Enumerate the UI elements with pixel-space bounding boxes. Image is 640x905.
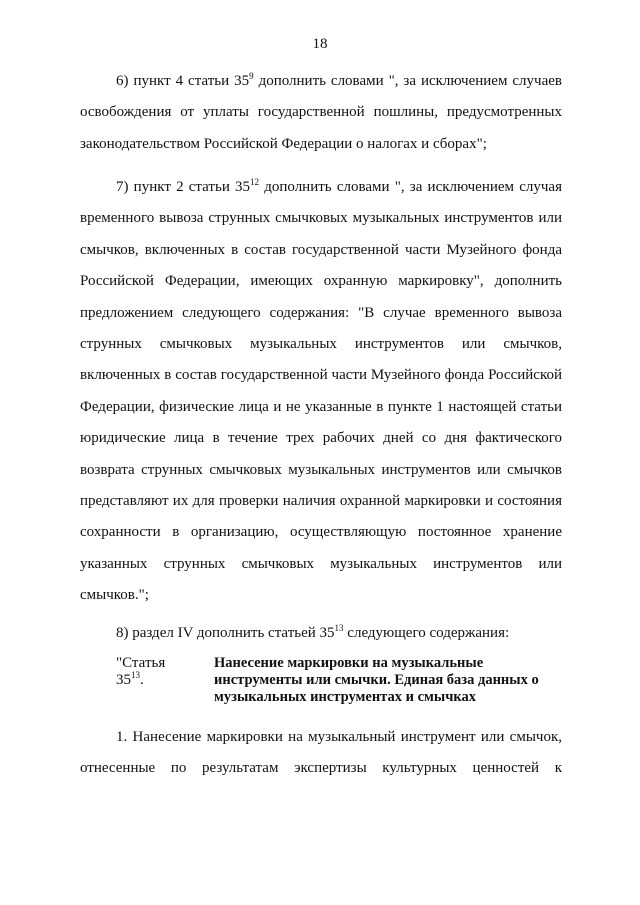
- item-8-paragraph: [80, 618, 562, 649]
- item-7-lead: 7) пункт 2 статьи 35: [116, 179, 251, 195]
- article-label-text: "Статья 35: [116, 655, 166, 688]
- item-6-paragraph: [80, 66, 562, 160]
- page-number: 18: [312, 36, 328, 52]
- article-label-superscript: 13: [131, 670, 140, 680]
- item-6-text: дополнить словами ", за исключением случаев освобождения от уплаты государственной пошлины, предусмотренных законодательством Российской Федерации о налогах и сборах";: [80, 73, 562, 152]
- article-title: Нанесение маркировки на музыкальные инструменты или смычки. Единая база данных о музыкальных инструментах и смычках: [214, 655, 539, 705]
- item-6-superscript: 9: [249, 71, 254, 81]
- item-8-lead: 8) раздел IV дополнить статьей 35: [116, 625, 335, 641]
- item-7-text: дополнить словами ", за исключением случая временного вывоза струнных смычковых музыкальных инструментов или смычков, включенных в состав государственной части Музейного фонда Российской Федерации, имеющих охранную маркировку", дополнить предложением следующего содержания: "В случае временного вывоза струнных смычковых музыкальных инструментов или смычков, включенных в состав государственной части Музейного фонда Российской Федерации, физические лица и не указанные в пункте 1 настоящей статьи юридические лица в течение трех рабочих дней со дня фактического возврата струнных смычковых музыкальных инструментов или смычков представляют их для проверки наличия охранной маркировки и состояния сохранности в организацию, осуществляющую постоянное хранение указанных струнных смычковых музыкальных инструментов или смычков.";: [80, 179, 562, 604]
- item-8-text: следующего содержания:: [343, 625, 510, 641]
- item-7-superscript: 12: [250, 177, 260, 187]
- item-7-paragraph: [80, 172, 562, 612]
- clause-1-paragraph: 1. Нанесение маркировки на музыкальный инструмент или смычок, отнесенные по результатам экспертизы культурных ценностей к: [80, 729, 562, 777]
- item-8-superscript: 13: [334, 623, 344, 633]
- article-label-end: .: [140, 672, 144, 688]
- item-6-lead: 6) пункт 4 статьи 35: [116, 73, 250, 89]
- article-label: [116, 655, 165, 689]
